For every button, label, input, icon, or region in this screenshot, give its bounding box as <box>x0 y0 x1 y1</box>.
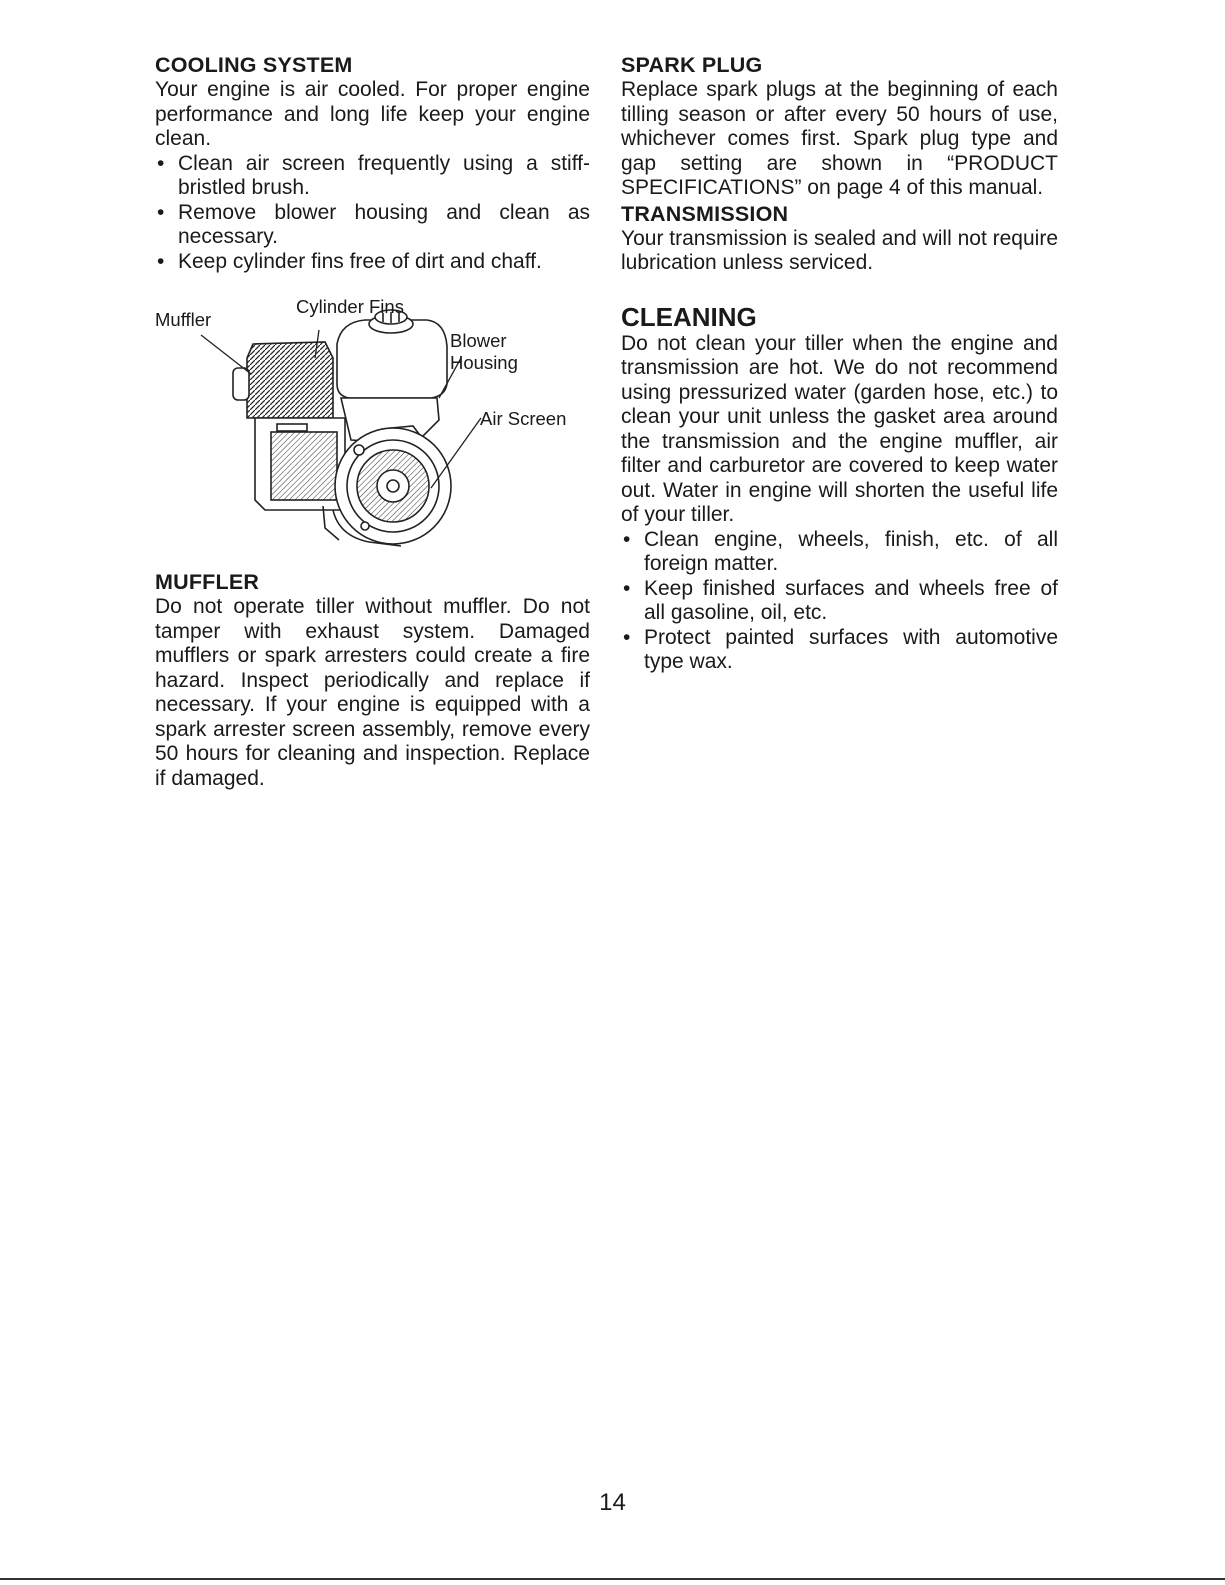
left-column <box>155 52 590 791</box>
muffler-label: Muffler <box>155 309 212 330</box>
list-item <box>621 528 1058 577</box>
bullet-icon: • <box>623 625 631 649</box>
page-number: 14 <box>599 1489 626 1516</box>
bullet-icon: • <box>157 151 165 175</box>
muffler-section <box>155 569 590 791</box>
cleaning-bullets <box>621 528 1058 675</box>
bullet-icon: • <box>157 249 165 273</box>
bottom-rule <box>0 1578 1225 1580</box>
list-item <box>621 577 1058 626</box>
list-item-text: Protect painted surfaces with automotive type wax. <box>644 625 1058 673</box>
cleaning-section <box>621 302 1058 675</box>
transmission-section <box>621 201 1058 276</box>
cooling-system-bullets <box>155 152 590 275</box>
muffler-text: Do not operate tiller without muffler. Do not tamper with exhaust system. Damaged mufflers or spark arresters could create a fire hazard. Inspect periodically and replace if necessary. If your engine is equipped with a spark arrester screen assembly, remove every 50 hours for cleaning and inspection. Replace if damaged. <box>155 595 590 790</box>
list-item-text: Clean engine, wheels, finish, etc. of all foreign matter. <box>644 527 1058 575</box>
cooling-system-text: Your engine is air cooled. For proper engine performance and long life keep your engine clean. <box>155 78 590 150</box>
bullet-icon: • <box>623 527 631 551</box>
cooling-system-section <box>155 52 590 274</box>
cylinder-fins-label: Cylinder Fins <box>296 296 404 317</box>
list-item-text: Remove blower housing and clean as necessary. <box>178 200 590 248</box>
bullet-icon: • <box>623 576 631 600</box>
cooling-system-heading: COOLING SYSTEM <box>155 53 353 77</box>
blower-housing-label-line2: Housing <box>450 352 518 373</box>
list-item <box>155 201 590 250</box>
list-item <box>155 152 590 201</box>
list-item-text: Keep cylinder fins free of dirt and chaff. <box>178 249 542 273</box>
muffler-heading: MUFFLER <box>155 570 260 594</box>
transmission-heading: TRANSMISSION <box>621 201 789 226</box>
spark-plug-section <box>621 52 1058 201</box>
blower-housing-label-line1: Blower <box>450 330 507 351</box>
bullet-icon: • <box>157 200 165 224</box>
cleaning-heading: CLEANING <box>621 301 757 332</box>
list-item-text: Keep finished surfaces and wheels free of all gasoline, oil, etc. <box>644 576 1058 624</box>
engine-figure <box>155 296 585 555</box>
list-item <box>155 250 590 275</box>
right-column <box>621 52 1058 675</box>
air-screen-label: Air Screen <box>480 408 567 429</box>
list-item <box>621 626 1058 675</box>
spark-plug-text: Replace spark plugs at the beginning of each tilling season or after every 50 hours of use, whichever comes first. Spark plug type and gap setting are shown in “PRODUCT SPECIFICATIONS” on page 4 of this manual. <box>621 78 1058 199</box>
spark-plug-heading: SPARK PLUG <box>621 53 763 77</box>
cleaning-text: Do not clean your tiller when the engine and transmission are hot. We do not recommend using pressurized water (garden hose, etc.) to clean your unit unless the gasket area around the transmission and the engine muffler, air filter and carburetor are covered to keep water out. Water in engine will shorten the useful life of your tiller. <box>621 331 1058 526</box>
transmission-text: Your transmission is sealed and will not require lubrication unless serviced. <box>621 226 1058 274</box>
list-item-text: Clean air screen frequently using a stiff-bristled brush. <box>178 151 590 199</box>
